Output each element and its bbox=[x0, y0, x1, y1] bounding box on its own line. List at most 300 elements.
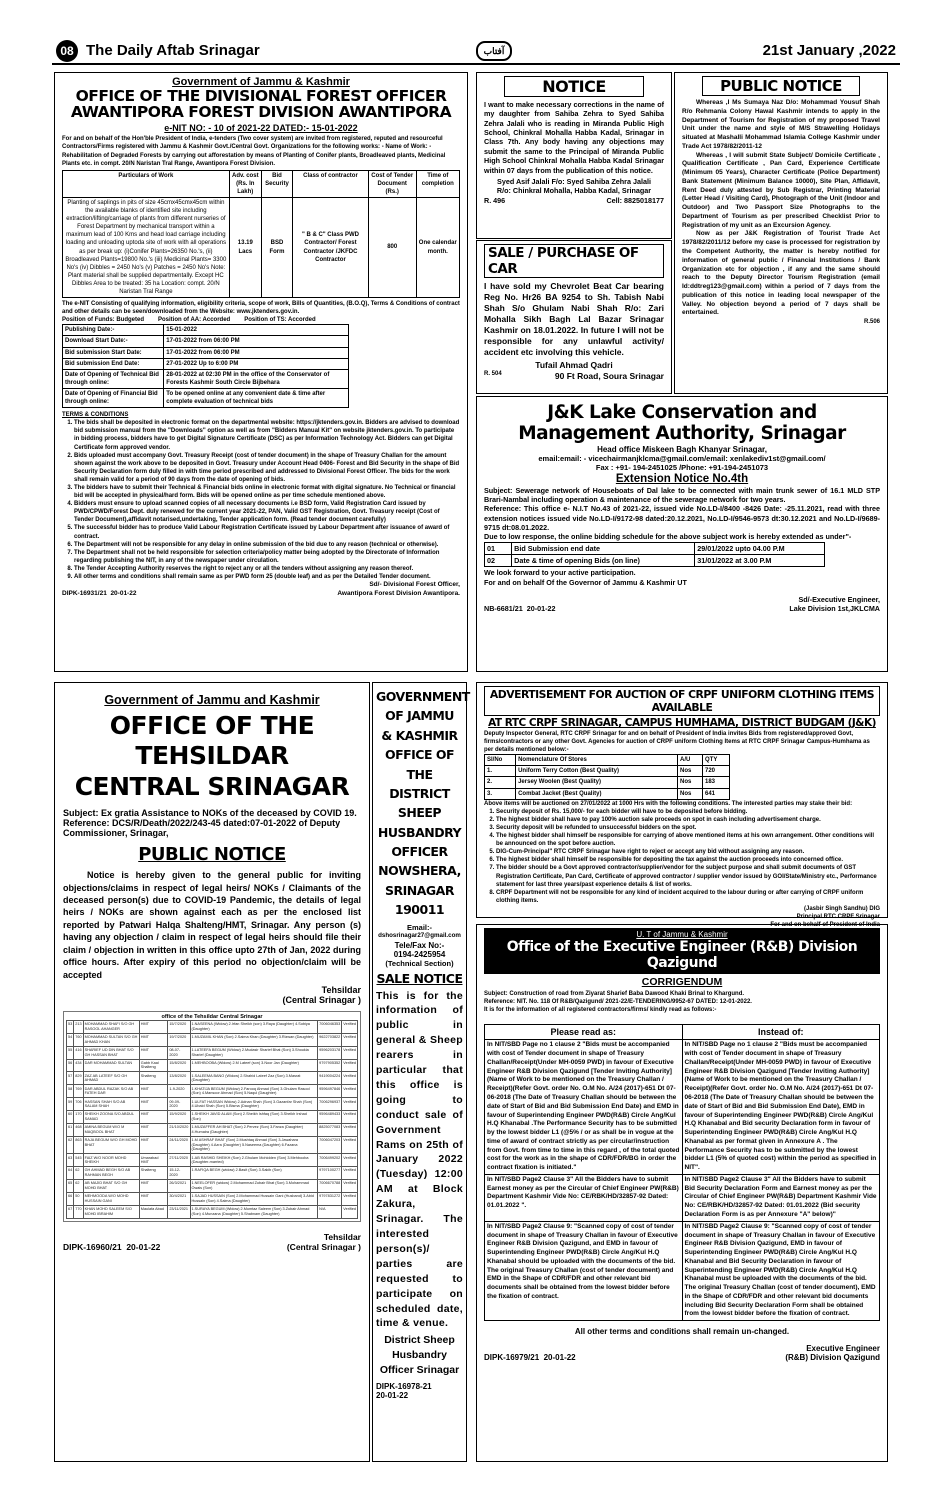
work-cost: 13.19 Lacs bbox=[229, 197, 261, 297]
table-cell: 1.MUZAMIL KHAN (Son) 2.Saima Khan (Daughter) 3.Rizwan (Daughter) bbox=[190, 1033, 318, 1046]
crpf-term: 6. The highest bidder shall himself be responsible for depositing the tax against the auction proceeds into concerned office. bbox=[496, 856, 880, 864]
col-instead-of: Instead of: bbox=[682, 1025, 880, 1040]
forest-nit: e-NIT NO: - 10 of 2021-22 DATED:- 15-01-2022 bbox=[164, 123, 358, 134]
item-au: Nos bbox=[678, 777, 703, 788]
table-cell: RAJA BEGUM W/O GH MOHD BHAT bbox=[83, 1136, 139, 1153]
table-cell: 1.AB RASHID SHEIKH (Son) 2.Ghulam Mohidden (Son) 3.Mehbooba (Daughter-married) bbox=[190, 1154, 318, 1167]
item-no: 3. bbox=[485, 788, 516, 799]
col-bid-security: Bid Security bbox=[261, 170, 292, 197]
forest-intro: For and on behalf of the Hon'ble President of India, e-tenders (Two cover system) are invited from registered, reputed and resourceful Contractors/Firms registered with Jammu & Kashmir Govt./Central Govt. Organizations for the following works: - Name of Work: - Rehabilitation of Degraded Forests by carrying out afforestation by means of Planting of Conifer plants, Broadleaved plants, Medicinal Plants etc. in compt. 20/N Naristan Tral Range, Awantipora Forest Division. bbox=[62, 136, 446, 167]
col-qty: QTY bbox=[702, 755, 729, 766]
public-notice-p3: Now as per J&K Registration of Tourist Trade Act 1978/82/2011/12 before my case is processed for registration by the Competent Authority, the matter is hereby notified for information of general public / Financial Institutions / Bank Organization etc for objection , if any and the same should reach to the Deputy Director Tourism Registration (email Id:ddtreg123@gmail.com) within a period of 7 days from the publication of this notice in leading local newspaper of the Valley. No objection beyond a period of 7 days shall be entertained. bbox=[682, 230, 880, 317]
table-cell: HMT bbox=[139, 1020, 168, 1033]
crpf-sig: (Jasbir Singh Sandhu) DIG bbox=[803, 905, 880, 912]
lake-title-2: Management Authority, Srinagar bbox=[518, 423, 846, 445]
item-no: 1. bbox=[485, 766, 516, 777]
rnb-corrigendum-table bbox=[484, 1024, 880, 1321]
public-notice-p1: Whereas ,I Ms Sumaya Naz D/o: Mohammad Yousuf Shah R/o Rehmania Colony Hawal Kashmir intends to apply in the Department of Tourism for Registration of my proposed Travel Unit under the name and style of M/S Strawelling Holidays situated at Mashalli Mohammad Islamia College Kashmir under Trade Act 1978/82/2011-12 bbox=[682, 99, 880, 150]
table-cell: Verified bbox=[342, 1154, 358, 1167]
item-name: Uniform Terry Cotton (Best Quality) bbox=[516, 766, 678, 777]
work-details: Planting of saplings in pits of size 45cmx45cmx45cm within the available blanks of identified site including extraction/lifting/carriage of plants from different nurseries of Forest Department by mechanical transport within a maximum lead of 100 Kms and head load carriage including loading and unloading uptoda site of work with all operations as per break up: (i)Conifer Plants=26350 No.'s, (ii) Broadleaved Plants=19800 No.'s (iii) Medicinal Plants= 3300 No's (iv) Dibbles = 2450 No's (v) Patches = 2450 No's Note: Plant material shall be supplied departmentally. Except HC Dibbles Area to be treated: 35 ha Location: compt. 20/N Naristan Tral Range bbox=[63, 197, 230, 297]
car-ref: R. 504 bbox=[484, 371, 502, 378]
table-row bbox=[67, 1085, 358, 1098]
table-cell: 53 bbox=[67, 1020, 74, 1033]
col-read-as: Please read as: bbox=[485, 1025, 683, 1040]
table-cell: SHEIKH ZOONA S/O ABDUL SAMAD bbox=[83, 1111, 139, 1124]
date-value: To be opened online at any convenient date & time after complete evaluation of technical bids bbox=[164, 388, 348, 407]
table-cell: 769 bbox=[74, 1085, 83, 1098]
table-cell: 62 bbox=[74, 1167, 83, 1180]
lake-look: We look forward to your active participation. bbox=[484, 568, 636, 578]
sheep-email-2: dshosrinagar27@gmail.com bbox=[378, 931, 461, 939]
forest-title-2: AWANTIPORA FOREST DIVISION AWANTIPORA bbox=[70, 103, 452, 122]
term-item: 6. The Department will not be responsible for any delay in online submission of the bid due to any reason (technical or otherwise). bbox=[74, 541, 460, 549]
table-cell: 770 bbox=[74, 1205, 83, 1218]
date-label: Date of Opening of Technical Bid through online: bbox=[63, 369, 164, 388]
table-cell: SHARIEF UD DIN BHAT S/O GH HASSAN BHAT bbox=[83, 1046, 139, 1059]
term-item: 3. The bidders have to submit their Technical & Financial bids online in electronic format with digital signature. No Technical or financial bid will be accepted in physical/hard form. Bids will be opened online as per time schedule mentioned above. bbox=[74, 484, 460, 500]
table-cell: Verified bbox=[342, 1205, 358, 1218]
term-item: 8. The Tender Accepting Authority reserves the right to reject any or all the tenders without assigning any reason thereof. bbox=[74, 565, 460, 573]
table-row bbox=[67, 1033, 358, 1046]
pos-funds: Position of Funds: Budgeted bbox=[62, 317, 144, 324]
table-cell: Verified bbox=[342, 1123, 358, 1136]
table-row bbox=[67, 1154, 358, 1167]
tehsil-title-1: OFFICE OF THE TEHSILDAR bbox=[109, 711, 315, 770]
row-label: Date & time of opening Bids (on line) bbox=[512, 555, 695, 567]
lake-email: email:email: - vicechairmanjklcma@gmail.com/email: xenlakediv1st@gmail.com/ bbox=[538, 453, 826, 463]
table-cell: 7006296937 bbox=[318, 1098, 342, 1111]
tehsil-public-notice: PUBLIC NOTICE bbox=[138, 844, 286, 866]
car-addr: 90 Ft Road, Soura Srinagar bbox=[554, 371, 664, 382]
forest-govt: Government of Jammu & Kashmir bbox=[172, 76, 350, 88]
instead-of-3: In NIT/SBD Page2 Clause 9: "Scanned copy of cost of tender document in shape of Treasury Challan in favour of Executive Engineer R&B Division Qazigund, EMD in favour of Superintending Engineer PWD(R&B) Circle Ang/Kul H.Q Khanabal and Bid Security Declaration in favour of Superintending Engineer PWD(R&B) Circle Ang/Kul H.Q Khanabal must be uploaded with the documents of the bid. The original Treasury Challan (cost of tender document), EMD in the Shape of CDR/FDR and other relevant bid documents including Bid Security Declaration Form shall be obtained from the lowest bidder before the fixation of contract. bbox=[682, 1221, 880, 1320]
date-value: 27-01-2022 Up to 6:00 PM bbox=[164, 358, 348, 369]
tehsil-footer bbox=[63, 1242, 361, 1252]
tehsil-list-scan bbox=[63, 1011, 361, 1222]
crpf-title: ADVERTISEMENT FOR AUCTION OF CRPF UNIFORM CLOTHING ITEMS AVAILABLE bbox=[484, 686, 880, 716]
rnb-sig-2: (R&B) Division Qazigund bbox=[785, 1353, 880, 1363]
instead-of-2: In NIT/SBD Page2 Clause 3" All the Bidders have to submit Bid Security Declaration Form and Earnest money as per the Circular of Chief Engineer PW(R&B) Department Kashmir Vide No: CE/RBK/HD/32857-92 Dated: 01.01.2022 (Bid security Declaration Form is as per Annexure "A" below)" bbox=[682, 1174, 880, 1221]
col-slno: Sl/No bbox=[485, 755, 516, 766]
sheep-heading bbox=[376, 687, 470, 920]
lake-due: Due to low response, the online bidding schedule for the above subject work is hereby extended as under"- bbox=[484, 532, 852, 542]
forest-work-table bbox=[62, 170, 460, 298]
forest-terms bbox=[62, 419, 460, 581]
item-au: Nos bbox=[678, 766, 703, 777]
tehsil-date: 20-01-22 bbox=[126, 1241, 161, 1252]
table-cell: 1.NEELOFER (widow) 2.Mohammad Zubair Bhat (Son) 3.Mohammad Owais (Son) bbox=[190, 1179, 318, 1192]
crpf-term: 1. Security deposit of Rs. 15,000/- for each bidder will have to be deposited before bidding. bbox=[496, 808, 880, 816]
row-label: Bid Submission end date bbox=[512, 542, 695, 554]
table-cell: 1.SHEIKH JAVID ALAM (Son) 2.Sheikh Ishfaq (Son) 3.Sheikh Irshad (Son) bbox=[190, 1111, 318, 1124]
table-cell: DAR ABDUL RAZAK S/O AB FATEH DAR bbox=[83, 1085, 139, 1098]
date-label: Publishing Date:- bbox=[63, 325, 164, 336]
crpf-items-table bbox=[484, 754, 730, 799]
table-row bbox=[67, 1179, 358, 1192]
forest-signature-2: Awantipora Forest Division Awantipora. bbox=[337, 589, 460, 597]
table-cell: 66 bbox=[67, 1192, 74, 1205]
table-cell: 55 bbox=[67, 1046, 74, 1059]
table-cell: 7006047203 bbox=[318, 1136, 342, 1153]
table-cell: Umarabad HMT bbox=[139, 1154, 168, 1167]
table-cell: 1.MUZAFFER AH BHAT (Son) 2.Pervez (Son) 3.Fanza (Daughter) 4.Humaira (Daughter) bbox=[190, 1123, 318, 1136]
tehsil-sig-b-2: (Central Srinagar ) bbox=[286, 1241, 361, 1252]
table-cell: 56 bbox=[67, 1059, 74, 1072]
table-cell: Verified bbox=[342, 1136, 358, 1153]
car-title: SALE / PURCHASE OF CAR bbox=[484, 244, 664, 278]
crpf-term: 3. Security deposit will be refunded to unsuccessful bidders on the spot. bbox=[496, 824, 880, 832]
lake-for: For and on behalf Of the Governor of Jammu & Kashmir UT bbox=[484, 577, 687, 587]
lake-date: 20-01-22 bbox=[526, 604, 556, 614]
work-doc: 800 bbox=[368, 197, 416, 297]
crpf-term: 2. The highest bidder shall have to pay 100% auction sale proceeds on spot in cash including advertisement charge. bbox=[496, 816, 880, 824]
read-as-2: In NIT/SBD Page2 Clause 3" All the Bidders have to submit Earnest money as per the Circular of Chief Engineer PW(R&B) Department Kashmir Vide No: CE/RBK/HD/32857-92 Dated: 01.01.2022 ". bbox=[485, 1174, 683, 1221]
tehsil-dipk: DIPK-16960/21 bbox=[63, 1241, 122, 1252]
tehsil-reference: Reference: DCS/R/Death/2022/243-45 dated:07-01-2022 of Deputy Commissioner, Srinagar, bbox=[63, 818, 341, 839]
row-value: 29/01/2022 upto 04.00 P.M bbox=[695, 542, 824, 554]
table-row bbox=[67, 1123, 358, 1136]
table-cell: 59 bbox=[67, 1098, 74, 1111]
table-cell: N/A bbox=[318, 1205, 342, 1218]
table-cell: HMT bbox=[139, 1098, 168, 1111]
lake-authority-ad bbox=[476, 396, 888, 672]
table-cell: HMT bbox=[139, 1085, 168, 1098]
table-cell: 9419004224 bbox=[318, 1072, 342, 1085]
crpf-sig-3: For and on behalf of President of India bbox=[770, 922, 880, 929]
item-qty: 641 bbox=[702, 788, 729, 799]
table-cell: 1.LATEEFA BEGUM (Widow) 2.Mudasir Sharief Bhat (Son) 3.Shoukia Sharief (Daughter) bbox=[190, 1046, 318, 1059]
notice-footer bbox=[484, 196, 664, 205]
table-cell: 62 bbox=[67, 1136, 74, 1153]
table-row bbox=[67, 1205, 358, 1218]
term-item: 1. The bids shall be deposited in electronic format on the departmental website: https://jktenders.gov.in. Bidders are advised to download bid submission manual from the "Downloads" option as well as from "Bidders Manual Kit" on website jktenders.gov.in. To participate in bidding process, bidders have to get Digital Signature Certificate (DSC) as per Information Technology Act. Bidders can get Digital Certificate form approved vendor. bbox=[74, 419, 460, 451]
table-row bbox=[67, 1046, 358, 1059]
crpf-intro: Deputy Inspector General, RTC CRPF Srinagar for and on behalf of President of India invites Bids from registered/approved Govt, firms/contractors or any other Govt. Agencies for auction of CRPF uniform Clothing Items at RTC CRPF Srinagar Campus-Humhama as per details mentioned below:- bbox=[484, 731, 870, 754]
table-cell: 1.ULFAT HASSAN Widow) 2.Adnan Shah (Son) 3.Gazanfar Shah (Son) 4.Ubaid Shah (Son) 5.Bisma (Daughter) bbox=[190, 1098, 318, 1111]
sheep-t9: NOWSHERA, bbox=[378, 863, 461, 879]
tehsil-list-title: office of the Tehsildar Central Srinagar bbox=[161, 1013, 263, 1020]
table-cell: 13/8/2020 bbox=[168, 1072, 190, 1085]
sheep-tel-2: 0194-2425954 bbox=[393, 949, 446, 959]
date-label: Bid submission Start Date: bbox=[63, 347, 164, 358]
date-value: 15-01-2022 bbox=[164, 325, 348, 336]
lake-head-office: Head office Miskeen Bagh Khanyar Srinagar, bbox=[597, 444, 767, 454]
table-cell: 7006499202 bbox=[318, 1154, 342, 1167]
table-cell: ZAZ AB LATEEF S/O GH AHMAD bbox=[83, 1072, 139, 1085]
table-cell: 829 bbox=[74, 1072, 83, 1085]
car-sale-ad bbox=[476, 240, 672, 394]
lake-schedule-table bbox=[484, 542, 825, 568]
crpf-term: 8. CRPF Department will not be responsible for any kind of incident acquired to the labour during or after carrying of CRPF uniform clothing items. bbox=[496, 889, 880, 905]
rnb-corrigendum: CORRIGENDUM bbox=[641, 976, 723, 988]
table-cell: DAR MOHAMMAD SULTAN bbox=[83, 1059, 139, 1072]
table-cell: 416 bbox=[74, 1046, 83, 1059]
table-cell: Shalteng bbox=[139, 1167, 168, 1180]
table-cell: 9596497846 bbox=[318, 1085, 342, 1098]
crpf-term: 7. The bidder should be a Govt approved contractor/supplier/vendor for the subject purpose and shall submit documents of GST Registration Certificate, Pan Card, Certificate of approved contractor / supplier vendor issued by GOI/State/Ministry etc., Performance statement for last three years/past experience details & list of works. bbox=[496, 864, 880, 888]
public-notice-title: PUBLIC NOTICE bbox=[702, 76, 860, 96]
tehsil-govt: Government of Jammu and Kashmir bbox=[104, 693, 320, 707]
sheep-t2: OF JAMMU bbox=[385, 708, 454, 724]
table-cell: HMT bbox=[139, 1136, 168, 1153]
col-particulars: Particulars of Work bbox=[63, 170, 230, 197]
table-row bbox=[67, 1167, 358, 1180]
table-cell: Maulafa Abad bbox=[139, 1205, 168, 1218]
table-cell: 64 bbox=[67, 1167, 74, 1180]
sheep-t10: SRINAGAR bbox=[385, 882, 454, 898]
term-item: 4. Bidders must ensure to upload scanned copies of all necessary documents i.e BSD form, Valid Registration Card issued by PWD/CPWD/Forest Dept. duly renewed for the current year 2021-22, PAN, Valid GST Registration, Govt. Treasury receipt (Cost of Tender Document),affidavit notarised,undertaking, Tender application form. (Read tender document carefully) bbox=[74, 500, 460, 524]
table-cell: Shalteng bbox=[139, 1072, 168, 1085]
table-cell: 1.SURAYA BEGUM (Widow) 2.Mumtaz Saleem (Son) 3.Zubair Ahmad (Son) 4.Munzana (Daughter) 5.Shabnam (Daughter) bbox=[190, 1205, 318, 1218]
table-cell: 9797905352 bbox=[318, 1059, 342, 1072]
table-cell: 9622703822 bbox=[318, 1033, 342, 1046]
car-sig: Tufail Ahmad Qadri bbox=[535, 360, 613, 371]
table-cell: 24/11/2020 bbox=[168, 1136, 190, 1153]
sheep-tel: Tele/Fax No:- bbox=[394, 940, 445, 950]
item-name: Jersey Woolen (Best Quality) bbox=[516, 777, 678, 788]
rnb-dipk: DIPK-16979/21 bbox=[484, 1353, 540, 1363]
table-cell: 67 bbox=[67, 1205, 74, 1218]
table-cell: 8825077083 bbox=[318, 1123, 342, 1136]
table-cell: 1.SAJAD HUSSAIN (Son) 2.Mohammad Hussain Gani (Husband) 3.Abid Hussain (Son) 4.Saima (Daughter) bbox=[190, 1192, 318, 1205]
table-cell: HMT bbox=[139, 1033, 168, 1046]
table-cell: Gabb Kaal Shalteng bbox=[139, 1059, 168, 1072]
rnb-date: 20-01-22 bbox=[543, 1353, 576, 1363]
table-cell: HMT bbox=[139, 1046, 168, 1059]
table-cell: 19/7/2020 bbox=[168, 1033, 190, 1046]
tehsil-sig-2: (Central Srinagar ) bbox=[282, 994, 361, 1005]
term-item: 9. All other terms and conditions shall remain same as per PWD form 25 (double leaf) and as per the Detailed Tender document. bbox=[74, 573, 460, 581]
col-adv-cost: Adv. cost (Rs. In Lakh) bbox=[229, 170, 261, 197]
crpf-auction-ad bbox=[476, 682, 888, 929]
term-item: 2. Bids uploaded must accompany Govt. Treasury Receipt (cost of tender document) in the shape of Treasury Challan for the amount shown against the work above to be deposited in Govt. Treasury under Account Head 0406- Forest and Bid Security in the shape of Bid Security Declaration form duly filled in with time period prescribed and addressed to Divisional Forest Officer. The bids for the work shall remain valid for a period of 90 days from the date of opening of bids. bbox=[74, 452, 460, 484]
date-label: Bid submission End Date: bbox=[63, 358, 164, 369]
table-cell: HMT bbox=[139, 1192, 168, 1205]
lake-footer bbox=[484, 604, 880, 613]
sheep-email: Email:- bbox=[406, 922, 432, 932]
table-row bbox=[67, 1098, 358, 1111]
lake-sig: Sd/-Executive Engineer, bbox=[798, 595, 880, 605]
pos-aa: Position of AA: Accorded bbox=[158, 317, 231, 324]
table-cell: MOHAMMAD SULTAN S/O GH AHMAD KHAN bbox=[83, 1033, 139, 1046]
rnb-ut: U. T of Jammu & Kashmir bbox=[636, 930, 728, 939]
table-cell: HASSAN SHAH S/O AB SALAM SHAH bbox=[83, 1098, 139, 1111]
lake-title-1: J&K Lake Conservation and bbox=[547, 402, 817, 423]
instead-of-1: In NIT/SBD Page no 1 clause 2 "Bids must be accompanied with cost of Tender document in shape of Treasury Challan/Receipt(Under MH-0059 PWD) in favour of Executive Engineer R&B Division Qazigund [Tender Inviting Authority] (Name of Work to be mentioned on the Treasury Challan / Receipt)(Refer Govt. order No. O.M No. A/24 (2017)-651 Dt 07-06-2018 (The Date of Treasury Challan should be between the date of Start of Bid and Bid Submission End Date), EMD in favour of Superintending Engineer PWD(R&B) Circle Ang/Kul H.Q Khanabal and Bid security Declaration form in favour of Superintending Engineer PWD(R&B) Circle Ang/Kul H.Q Khanabal as per format given in Annexure A . The Performance Security has to be submitted by the lowest bidder L1 (5% of quoted cost) within the period as specified in NIT". bbox=[682, 1040, 880, 1174]
table-cell: 15/7/2020 bbox=[168, 1020, 190, 1033]
table-cell: 26/3/2021 bbox=[168, 1179, 190, 1192]
table-cell: 7006670788 bbox=[318, 1179, 342, 1192]
notice-title: NOTICE bbox=[504, 76, 644, 97]
table-row bbox=[67, 1111, 358, 1124]
date-value: 28-01-2022 at 02:30 PM in the office of the Conservator of Forests Kashmir South Circle Bijbehara bbox=[164, 369, 348, 388]
read-as-1: In NIT/SBD Page no 1 clause 2 "Bids must be accompanied with cost of Tender document in shape of Treasury Challan/Receipt(Under MH-0059 PWD) in favour of Executive Engineer R&B Division Qazigund [Tender Inviting Authority] (Name of Work to be mentioned on the Treasury Challan / Receipt)(Refer Govt. order No. O.M No. A/24 (2017)-651 Dt 07-06-2018 (The Date of Treasury Challan should be between the date of Start of Bid and Bid Submission End Date) and EMD in favour of Superintending Engineer PWD(R&B) Circle Ang/Kul H.Q Khanabal .The Performance Security has to be submitted by the lowest bidder L1 (@5% / or as shall be in vogue at the time of award of contract strictly as per circular/instruction from Govt. from time to time in this regard , of the total quoted cost for the work as in the shape of CDR/FDR/BG in order the contract fixation is initiated." bbox=[485, 1040, 683, 1174]
notice-cell: Cell: 8825018177 bbox=[606, 195, 664, 205]
forest-footer bbox=[62, 590, 460, 599]
col-class: Class of contractor bbox=[293, 170, 369, 197]
table-cell: 9596489433 bbox=[318, 1111, 342, 1124]
rnb-reference: Reference: NIT. No. 118 Of R&B/Qazigund/ 2021-22/E-TENDERING/9952-67 DATED: 12-01-2022. bbox=[484, 999, 752, 1006]
sheep-t8: OFFICER bbox=[391, 844, 448, 859]
table-cell: Verified bbox=[342, 1179, 358, 1192]
sheep-tech: (Technical Section) bbox=[385, 958, 454, 968]
tehsil-sig-b: Tehsildar bbox=[323, 1231, 361, 1242]
read-as-3: In NIT/SBD Page2 Clause 9: "Scanned copy of cost of tender document in shape of Treasury Challan in favour of Executive Engineer R&B Division Qazigund, and EMD in favour of Superintending Engineer PWD(R&B) Circle Ang/Kul H.Q Khanabal should be uploaded with the documents of the bid. The original Treasury Challan (cost of tender document) and EMD in the Shape of CDR/FDR and other relevant bid documents shall be obtained from the lowest bidder before the fixation of contract. bbox=[485, 1221, 683, 1320]
notice-body: I want to make necessary corrections in the name of my daughter from Sahiba Zehra to Syed Sahiba Zehra Jalali who is reading in Miranda Public High School, Chinkral Mohalla Habba Kadal, Srinagar in Class 7th. Any body having any objections may submit the same to the Principal of Miranda Public High School Chinkral Mohalla Habba Kadal Srinagar within 07 days from the publication of this notice. bbox=[484, 100, 664, 175]
col-doc-cost: Cost of Tender Document (Rs.) bbox=[368, 170, 416, 197]
table-cell: HMT bbox=[139, 1111, 168, 1124]
crpf-title-2: AT RTC CRPF SRINAGAR, CAMPUS HUMHAMA, DISTRICT BUDGAM (J&K) bbox=[488, 717, 876, 729]
row-no: 02 bbox=[485, 555, 512, 567]
forest-signature: Sd/- Divisional Forest Officer, bbox=[369, 581, 460, 589]
date-label: Date of Opening of Financial Bid through online: bbox=[63, 388, 164, 407]
lake-extension: Extension Notice No.4th bbox=[615, 472, 749, 485]
table-cell: 15/8/2020 bbox=[168, 1059, 190, 1072]
crpf-term: 4. The highest bidder shall himself be responsible for carrying of above mentioned items at his own arrangement. Other conditions will be announced on the spot before auction. bbox=[496, 832, 880, 848]
forest-title-1: OFFICE OF THE DIVISIONAL FOREST OFFICER bbox=[75, 87, 447, 105]
item-qty: 720 bbox=[702, 766, 729, 777]
sheep-t1: GOVERNMENT bbox=[376, 689, 470, 704]
term-item: 7. The Department shall not be held responsible for selection criteria/policy matter being adopted by the Directorate of Information regarding publishing the NIT, in any of the newspaper under circulation. bbox=[74, 549, 460, 565]
table-cell: 1.MEHBOOBA (Widow) 2.M Lateef (son) 3.Noor Jan (Daughter) bbox=[190, 1059, 318, 1072]
table-cell: KHAN MOHD SALEEM S/O MOHD IBRAHIM bbox=[83, 1205, 139, 1218]
paper-name: The Daily Aftab Srinagar bbox=[86, 42, 260, 59]
table-cell: Verified bbox=[342, 1111, 358, 1124]
lake-reference: Reference: This office e- N.I.T No.43 of 2021-22, issued vide No.LD-I/8400 -8426 Date: -25.11.2021, read with three extension notices issued vide No.LD-I/9172-98 dated:20.12.2021, No.LD-I/9546-9573 dt:30.12.2021 and No.LD-I/9689-9715 dt:08.01.2022. bbox=[484, 504, 880, 532]
rnb-sig: Executive Engineer bbox=[806, 1344, 880, 1354]
table-cell: 58 bbox=[67, 1085, 74, 1098]
table-cell: 1.KHATIJA BEGUM (Widow) 2.Farooq Ahmad (Son) 3.Ghulam Rasool (Son) 4.Mansoor Ahmad (Son) 5.Naqul (Daughter) bbox=[190, 1085, 318, 1098]
table-cell: 15/9/2020 bbox=[168, 1111, 190, 1124]
paper-logo: آفتاب bbox=[476, 41, 512, 61]
table-cell: Verified bbox=[342, 1085, 358, 1098]
table-cell: 1.M ASHRAF BHAT (Son) 2.Mushtaq Ahmad (Son) 3.Jawahara (Daughter) 4.Azra (Daughter) 5.Naseema (Daughter) 6.Fazana (Daughter) bbox=[190, 1136, 318, 1153]
table-cell: 63 bbox=[67, 1154, 74, 1167]
rnb-all: All other terms and conditions shall remain un-changed. bbox=[574, 1327, 790, 1337]
work-time: One calendar month. bbox=[416, 197, 459, 297]
table-cell: AB MAJID BHAT S/O GH MOHD BHAT bbox=[83, 1179, 139, 1192]
table-cell: HMT bbox=[139, 1179, 168, 1192]
table-cell: 23/11/2021 bbox=[168, 1205, 190, 1218]
table-cell: Verified bbox=[342, 1020, 358, 1033]
rnb-subject: Subject: Construction of road from Ziyarat Sharief Baba Dawood Khaki Brinal to Khargund. bbox=[484, 991, 745, 997]
table-cell: 08-07-2020 bbox=[168, 1046, 190, 1059]
table-cell: 62 bbox=[74, 1179, 83, 1192]
table-cell: Verified bbox=[342, 1059, 358, 1072]
sheep-t3: & KASHMIR bbox=[381, 727, 458, 743]
forest-consisting: The e-NIT Consisting of qualifying information, eligibility criteria, scope of work, Bills of Quantities, (B.O.Q), Terms & Conditions of contract and other details can be seen/downloaded from the Website: www.jktenders.gov.in. bbox=[62, 301, 460, 316]
table-row bbox=[67, 1059, 358, 1072]
tehsil-subject: Subject: Ex gratia Assistance to NOKs of the deceased by COVID 19. bbox=[63, 808, 357, 819]
notice-sig-2: R/o: Chinkral Mohalla, Habba Kadal, Srinagar bbox=[496, 186, 652, 196]
table-cell: 21/10/2020 bbox=[168, 1123, 190, 1136]
car-footer bbox=[484, 371, 664, 382]
table-cell: MOHAMMAD SHAFI S/O GH RASOOL AHANGER bbox=[83, 1020, 139, 1033]
lake-nb: NB-6681/21 bbox=[484, 604, 523, 614]
public-notice-ref: R.506 bbox=[863, 319, 880, 326]
table-row bbox=[67, 1072, 358, 1085]
sheep-t11: 190011 bbox=[394, 902, 445, 918]
table-cell: Verified bbox=[342, 1098, 358, 1111]
table-cell: 9596203178 bbox=[318, 1046, 342, 1059]
table-cell: 1-9-2020 bbox=[168, 1085, 190, 1098]
tehsil-list-table bbox=[66, 1020, 358, 1219]
notice-sig-1: Syed Asif Jalali F/o: Syed Sahiba Zehra Jalali bbox=[497, 176, 651, 186]
col-stores: Nomenclature Of Stores bbox=[516, 755, 678, 766]
work-class: " B & C" Class PWD Contractor/ Forest Contractor /JKFDC Contractor bbox=[293, 197, 369, 297]
rnb-corrigendum-ad bbox=[476, 924, 888, 1462]
table-cell: 706 bbox=[74, 1098, 83, 1111]
table-cell: 27/11/2020 bbox=[168, 1154, 190, 1167]
item-no: 2. bbox=[485, 777, 516, 788]
table-cell: 1.RAFIQA BEGH (widow) 2.Basit (Son) 3.Sakib (Son) bbox=[190, 1167, 318, 1180]
table-cell: 760 bbox=[74, 1033, 83, 1046]
table-cell: GH AHMAD BEGH S/O AB RAHMAN BEGH bbox=[83, 1167, 139, 1180]
crpf-sig-2: Principal RTC CRPF Srinagar bbox=[796, 913, 880, 920]
table-cell: 213 bbox=[74, 1020, 83, 1033]
notice-ref: R. 496 bbox=[484, 195, 506, 205]
sheep-t5: THE DISTRICT bbox=[389, 766, 450, 801]
work-security: BSD Form bbox=[261, 197, 292, 297]
sheep-date: 20-01-22 bbox=[376, 1391, 409, 1401]
table-cell: Verified bbox=[342, 1033, 358, 1046]
table-cell: Verified bbox=[342, 1046, 358, 1059]
forest-positions bbox=[62, 316, 460, 324]
table-cell: 1.SALEEMA BANO (Widow) 2.Shahid Lateef Zaz (Son) 3.Masrat (Daughter) bbox=[190, 1072, 318, 1085]
table-cell: 60 bbox=[67, 1111, 74, 1124]
table-cell: 863 bbox=[74, 1136, 83, 1153]
sheep-t6: SHEEP bbox=[397, 805, 442, 821]
table-cell: Verified bbox=[342, 1072, 358, 1085]
issue-date: 21st January ,2022 bbox=[762, 42, 896, 59]
row-no: 01 bbox=[485, 542, 512, 554]
table-cell: HMT bbox=[139, 1123, 168, 1136]
sheep-t7: HUSBANDRY bbox=[377, 824, 462, 840]
table-cell: 65 bbox=[67, 1179, 74, 1192]
public-notice-ad bbox=[674, 72, 888, 394]
forest-dates-table bbox=[62, 324, 349, 408]
public-notice-p2: Whereas , I will submit State Subject/ Domicile Certificate , Qualification Certificate , Pan Card, Experience Certificate (Minimum 05 Years), Character Certificate (Police Department) Bank Statement (Minimum Balance 10000), Site Plan, Affidavit, Rent Deed duly attested by Sub Registrar, Printing Material (Letter Head / Visiting Card), Photograph of the Unit (Indoor and Outdoor) and Two Passport Size Photographs to the Department of Tourism as per prescribed Checklist Prior to Registration of my unit as an Excursion Agency. bbox=[682, 151, 880, 229]
table-cell: 30/4/2021 bbox=[168, 1192, 190, 1205]
table-row bbox=[67, 1020, 358, 1033]
row-value: 31/01/2022 at 3.00 P.M bbox=[695, 555, 824, 567]
lake-sig-2: Lake Division 1st,JKLCMA bbox=[789, 604, 880, 614]
page-header bbox=[52, 38, 900, 65]
rnb-info: It is for the information of all registered contractors/firms/ kindly read as follows:- bbox=[484, 1007, 717, 1014]
date-value: 17-01-2022 from 06:00 PM bbox=[164, 347, 348, 358]
rnb-banner bbox=[484, 928, 880, 974]
table-cell: FAIZ W/O NOOR MOHD SHEIKH bbox=[83, 1154, 139, 1167]
table-cell: 9797100277 bbox=[318, 1167, 342, 1180]
lake-fax: Fax : +91- 194-2451025 /Phone: +91-194-2451073 bbox=[595, 462, 769, 472]
crpf-terms bbox=[484, 808, 880, 905]
table-cell: 9797831272 bbox=[318, 1192, 342, 1205]
car-body: I have sold my Chevrolet Beat Car bearing Reg No. Hr26 BA 9254 to Sh. Tabish Nabi Shah S/o Ghulam Nabi Shah R/o: Zari Mohalla Sikh Bagh Lal Bazar Srinagar Kashmir on 18.01.2022. In future I will not be responsible for any unlawful activity/ accident etc involving this vehicle. bbox=[484, 281, 664, 358]
sheep-sale-notice: SALE NOTICE bbox=[376, 970, 463, 986]
forest-dipk: DIPK-16931/21 bbox=[62, 589, 107, 597]
tehsil-body: Notice is hereby given to the general public for inviting objections/claims in respect of legal heirs/ NOKs / Claimants of the deceased person(s) due to COVID-19 Pandemic, the details of legal heirs / NOKs are shown against each as per the enclosed list reported by Patwari Halqa Shalteng/HMT, Srinagar. Any person (s) having any objection / claim in respect of legal heirs should file their claim / objection in written in this office upto 27th of Jan, 2022 during office hours. After expiry of this period no objection/claim will be accepted bbox=[63, 870, 361, 980]
tehsil-sig: Tehsildar bbox=[321, 984, 361, 995]
rnb-title: Office of the Executive Engineer (R&B) Division Qazigund bbox=[506, 939, 858, 971]
table-cell: 15-12-2020 bbox=[168, 1167, 190, 1180]
table-cell: 50 bbox=[74, 1192, 83, 1205]
tehsil-title-2: CENTRAL SRINAGAR bbox=[74, 772, 350, 801]
sheep-body: This is for the information of public in general & Sheep rearers in particular that this office is going to conduct sale of Government Rams on 25th of January 2022 (Tuesday) 12:00 AM at Block Zakura, Srinagar. The interested person(s)/ parties are requested to participate on scheduled date, time & venue. bbox=[376, 989, 463, 1330]
table-cell: 170 bbox=[74, 1111, 83, 1124]
col-au: A/U bbox=[678, 755, 703, 766]
table-cell: 61 bbox=[67, 1123, 74, 1136]
